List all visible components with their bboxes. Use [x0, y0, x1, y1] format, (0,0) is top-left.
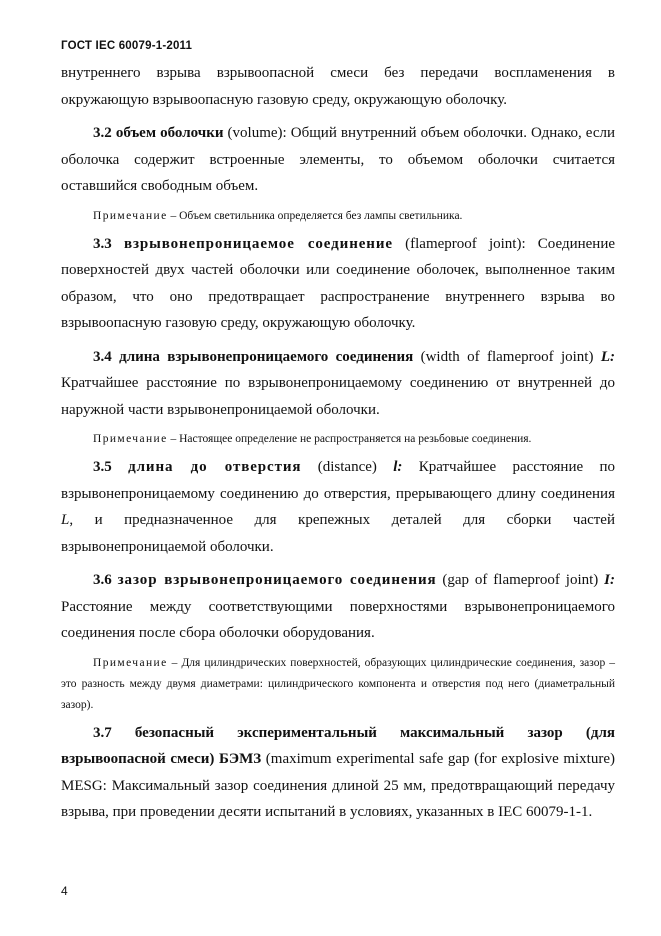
definition-3-5-text-b: , и предназначенное для крепежных деталей для сборки частей взрывонепроницаемой оболочки.: [61, 512, 615, 555]
note-1-dash: –: [167, 209, 180, 222]
definition-3-3-text: Соединение поверхностей двух частей оболочки или соединение оболочек, выполненное таким образом, что оно предотвращает распространение внутреннего взрыва во взрывоопасную газовую среду, окружающую оболочку.: [61, 235, 616, 331]
definition-3-4-number: 3.4: [93, 348, 112, 365]
definition-3-5-term: длина до отверстия: [128, 459, 302, 475]
note-1-text: Объем светильника определяется без лампы светильника.: [179, 209, 463, 222]
intro-paragraph: внутреннего взрыва взрывоопасной смеси без передачи воспламенения в окружающую взрывоопасную газовую среду, окружающую оболочку.: [61, 65, 615, 108]
definition-3-6: [61, 567, 615, 647]
definition-3-2-english: (volume):: [223, 125, 291, 141]
definition-3-5-symbol: l:: [393, 459, 403, 475]
definition-3-6-number: 3.6: [93, 572, 112, 588]
note-3-label: Примечание: [93, 656, 168, 669]
definition-3-2: [61, 120, 615, 200]
definition-3-5-symbol-L: L: [61, 512, 70, 528]
definition-3-2-text: Общий внутренний объем оболочки. Однако, если оболочка содержит встроенные элементы, то объемом оболочки считается оставшийся свободным объем.: [61, 125, 616, 194]
standard-header: ГОСТ IEC 60079-1-2011: [61, 40, 193, 52]
note-2-dash: –: [167, 433, 180, 445]
definition-3-5-number: 3.5: [93, 459, 112, 475]
note-2-label: Примечание: [93, 433, 168, 445]
note-2: [61, 429, 615, 450]
page-number: 4: [61, 884, 68, 898]
note-3-text: Для цилиндрических поверхностей, образующих цилиндрические соединения, зазор – это разность между двумя диаметрами: цилиндрического компонента и отверстия под него (диаметральный зазор).: [61, 656, 615, 711]
note-2-text: Настоящее определение не распространяется на резьбовые соединения.: [179, 433, 532, 445]
definition-3-4-english: (width of flameproof joint): [413, 348, 601, 365]
note-1: [61, 206, 615, 227]
definition-3-6-english: (gap of flameproof joint): [436, 572, 605, 588]
definition-3-5: [61, 454, 615, 560]
definition-3-6-symbol: I:: [604, 572, 616, 588]
definition-3-4-term: длина взрывонепроницаемого соединения: [119, 348, 414, 365]
note-1-label: Примечание: [93, 209, 168, 222]
definition-3-5-text-a: Кратчайшее расстояние по взрывонепроницаемому соединению до отверстия, прерывающего длину соединения: [61, 459, 616, 502]
definition-3-7-line1: [61, 720, 615, 747]
definition-3-4: [61, 344, 615, 424]
definition-3-6-text: Расстояние между соответствующими поверхностями взрывонепроницаемого соединения после сбора оболочки оборудования.: [61, 598, 615, 641]
definition-3-3-english: (flameproof joint):: [392, 235, 538, 252]
note-3: [61, 653, 615, 716]
definition-3-4-symbol: L:: [600, 348, 615, 365]
definition-3-2-number: 3.2: [93, 125, 112, 141]
definition-3-7-text: Максимальный зазор соединения длиной 25 мм, предотвращающий передачу взрыва, при проведении десяти испытаний в условиях, указанных в IEC 60079-1-1.: [61, 777, 615, 820]
note-3-dash: –: [167, 656, 182, 669]
definition-3-7-english: (maximum experimental safe gap (for explosive mixture) MESG:: [61, 751, 615, 794]
definition-3-7-number: 3.7: [93, 724, 112, 741]
definition-3-3-number: 3.3: [93, 235, 112, 252]
definition-3-3: [61, 231, 615, 337]
definition-3-5-english: (distance): [301, 459, 394, 475]
definition-3-6-term: зазор взрывонепроницаемого соединения: [117, 572, 437, 588]
definition-3-4-text: Кратчайшее расстояние по взрывонепроницаемому соединению от внутренней до наружной части взрывонепроницаемой оболочки.: [61, 375, 615, 418]
definition-3-7-term-line1: безопасный экспериментальный максимальный зазор (для: [134, 724, 615, 741]
document-body: [61, 60, 615, 826]
definition-3-7-term-line2: взрывоопасной смеси) БЭМЗ: [61, 751, 262, 767]
definition-3-3-term: взрывонепроницаемое соединение: [123, 235, 393, 252]
definition-3-7-body: [61, 746, 615, 826]
definition-3-2-term: объем оболочки: [115, 125, 224, 141]
